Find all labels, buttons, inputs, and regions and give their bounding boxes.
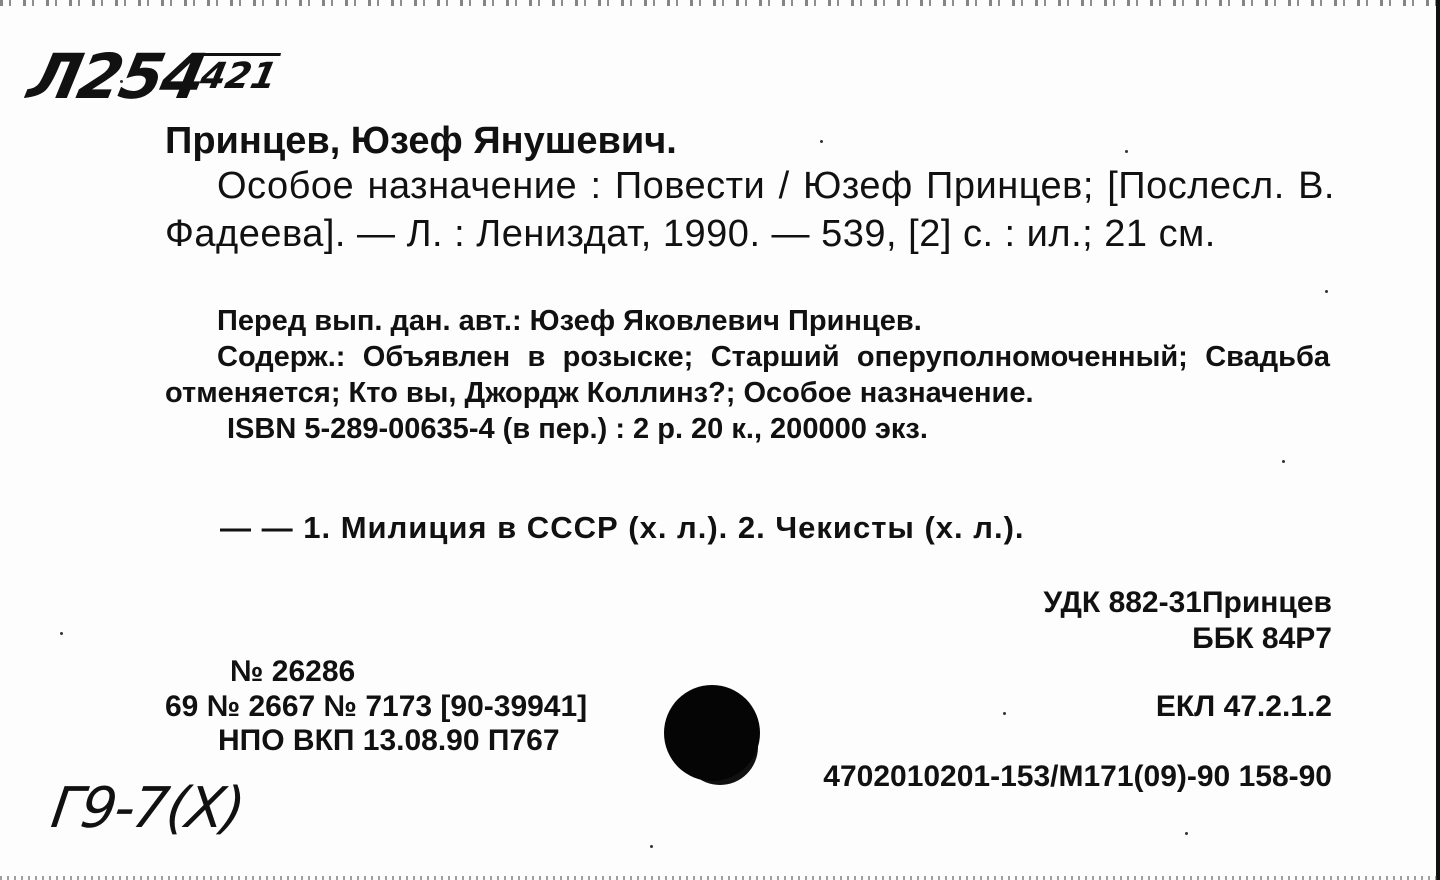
registry-line: 69 № 2667 № 7173 [90-39941] — [165, 690, 588, 723]
scan-speck — [1003, 712, 1006, 715]
punch-hole — [664, 685, 760, 781]
card-bottom-edge — [0, 876, 1440, 880]
note-contents: Содерж.: Объявлен в розыске; Старший оперуполномоченный; Свадьба отменяется; Кто вы, Джордж Коллинз?; Особое назначение. — [165, 341, 1330, 409]
scan-speck — [1282, 460, 1285, 463]
scan-speck — [1125, 150, 1128, 153]
shelf-mark-sub: 421 — [195, 53, 282, 97]
scan-speck — [650, 845, 653, 848]
note-author-name: Перед вып. дан. авт.: Юзеф Яковлевич Принцев. — [217, 305, 922, 337]
registry-number: № 26286 — [230, 655, 356, 688]
registry-date: НПО ВКП 13.08.90 П767 — [218, 724, 560, 757]
shelf-mark-main: Л254 — [22, 40, 211, 113]
scan-speck — [1325, 290, 1328, 293]
bbk-index: ББК 84Р7 — [1192, 622, 1332, 655]
handwritten-class-mark: Г9-7(Х) — [47, 776, 248, 841]
card-right-edge — [1436, 0, 1440, 880]
card-top-edge — [0, 0, 1440, 6]
bibliographic-description: Особое назначение : Повести / Юзеф Принцев; [Послесл. В. Фадеева]. — Л. : Лениздат, 1990. — 539, [2] с. : ил.; 21 см. — [165, 165, 1335, 255]
scan-speck — [60, 632, 63, 635]
udk-index: УДК 882-31Принцев — [1043, 586, 1332, 619]
subject-headings: — — 1. Милиция в СССР (х. л.). 2. Чекисты (х. л.). — [220, 510, 1025, 545]
scan-speck — [820, 140, 823, 143]
publication-code: 4702010201-153/М171(09)-90 158-90 — [823, 760, 1332, 793]
ekl-index: ЕКЛ 47.2.1.2 — [1155, 690, 1332, 723]
author-heading: Принцев, Юзеф Янушевич. — [165, 120, 677, 162]
scan-speck — [1185, 832, 1188, 835]
handwritten-shelf-mark — [22, 40, 284, 113]
note-isbn: ISBN 5-289-00635-4 (в пер.) : 2 р. 20 к., 200000 экз. — [227, 413, 928, 445]
